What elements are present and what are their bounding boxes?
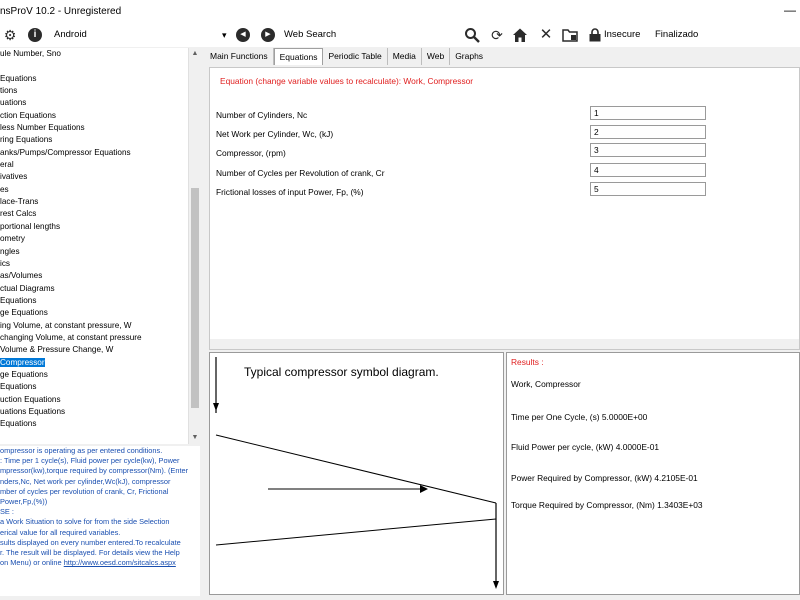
description-text: ompressor is operating as per entered conditions. [0,446,163,455]
description-line [0,446,200,456]
tree-item[interactable] [0,73,199,85]
description-line [0,497,200,507]
description-text: sults displayed on every number entered.To recalculate [0,537,181,547]
tree-item-label: ics [0,258,11,268]
description-text: on Menu) or online [0,558,64,568]
tree-item[interactable] [0,258,199,270]
tree-item[interactable] [0,184,199,196]
minimize-button[interactable]: — [784,3,796,17]
tab-periodic-table[interactable]: Periodic Table [323,48,387,65]
description-text: mpressor(kw),torque required by compressor(Nm). (Enter [0,466,189,476]
equation-description [0,446,200,596]
tree-list [0,48,199,431]
tree-item[interactable] [0,344,199,356]
description-text: Power,Fp,(%)) [0,497,48,507]
tree-item[interactable] [0,369,199,381]
tree-item[interactable] [0,110,199,122]
rpm-input[interactable]: 3 [590,143,706,157]
tree-item-label: Equations [0,295,37,305]
description-line [0,487,200,497]
tab-web[interactable]: Web [422,48,450,65]
description-line [0,548,200,558]
settings-gear-icon[interactable]: ⚙ [3,27,17,43]
results-panel [506,352,800,595]
tree-item-label: tions [0,86,18,96]
tree-item-label: ctual Diagrams [0,283,55,293]
tree-item[interactable] [0,196,199,208]
tree-item-label: Compressor [0,357,45,367]
tree-item-label: Equations [0,382,37,392]
tree-item[interactable] [0,320,199,332]
tree-item-label: ge Equations [0,369,48,379]
results-title: Results : [511,357,544,367]
tree-item[interactable] [0,357,199,369]
tree-item[interactable] [0,307,199,319]
tree-item-label: ometry [0,234,26,244]
description-text: mber of cycles per revolution of crank, Cr, Frictional [0,486,169,496]
inlet-arrowhead [213,403,219,411]
tree-item[interactable] [0,295,199,307]
equation-panel [209,67,800,350]
net-work-input[interactable]: 2 [590,125,706,139]
description-line [0,528,200,538]
tree-item[interactable] [0,171,199,183]
tab-media[interactable]: Media [388,48,422,65]
tree-item-label: changing Volume, at constant pressure [0,332,142,342]
description-line [0,466,200,476]
description-line [0,517,200,527]
status-label: Finalizado [655,29,699,40]
description-line [0,558,200,568]
tree-item-label: ring Equations [0,135,53,145]
tree-item-label: rest Calcs [0,209,37,219]
folder-sync-icon[interactable] [562,28,578,42]
tree-item[interactable] [0,60,199,72]
field-label: Net Work per Cylinder, Wc, (kJ) [216,129,334,139]
tree-item[interactable] [0,208,199,220]
tree-item-label: es [0,184,9,194]
tree-item-label: uations [0,98,27,108]
field-label: Number of Cylinders, Nc [216,110,308,120]
cycles-input[interactable]: 4 [590,163,706,177]
title-bar [0,0,800,23]
tree-item-label: lace-Trans [0,197,39,207]
cylinders-input[interactable]: 1 [590,106,706,120]
refresh-icon[interactable]: ⟳ [491,27,503,43]
tree-item[interactable] [0,97,199,109]
compressor-top-edge [216,435,496,503]
outlet-arrowhead [493,581,499,589]
result-power-required: Power Required by Compressor, (kW) 4.2105E-01 [511,473,698,483]
tab-main-functions[interactable]: Main Functions [205,48,274,65]
tree-item-label: Equations [0,419,37,429]
lock-icon [588,28,602,42]
tree-item[interactable] [0,85,199,97]
tab-graphs[interactable]: Graphs [450,48,488,65]
web-search-button[interactable]: Web Search [284,29,337,40]
compressor-bottom-edge [216,519,496,545]
field-label: Number of Cycles per Revolution of crank, Cr [216,168,385,178]
equation-header: Equation (change variable values to recalculate): Work, Compressor [220,76,474,86]
horizontal-scrollbar[interactable] [210,339,799,349]
description-text: erical value for all required variables. [0,527,121,537]
tree-item-label: less Number Equations [0,123,85,133]
tree-item[interactable] [0,233,199,245]
tree-item-label: anks/Pumps/Compressor Equations [0,147,131,157]
description-text: a Work Situation to solve for from the side Selection [0,517,170,527]
tree-item[interactable] [0,159,199,171]
tree-item-label: ction Equations [0,110,56,120]
scroll-up-arrow-icon[interactable]: ▲ [191,50,199,57]
description-line [0,507,200,517]
tree-item-label: Volume & Pressure Change, W [0,345,114,355]
insecure-label: Insecure [604,29,641,40]
equation-category-tree[interactable] [0,48,200,444]
tree-item-label: uction Equations [0,394,61,404]
tree-item-label: ge Equations [0,308,48,318]
tree-item-label: ivatives [0,172,28,182]
tree-item[interactable] [0,122,199,134]
window-title: nsProV 10.2 - Unregistered [0,6,122,17]
help-link[interactable]: http://www.oesd.com/sitcalcs.aspx [63,558,176,568]
home-icon[interactable] [512,27,528,43]
tree-item[interactable] [0,270,199,282]
tree-item[interactable] [0,283,199,295]
back-arrow-icon[interactable]: ◀ [236,28,250,42]
tree-item[interactable] [0,418,199,430]
forward-arrow-icon[interactable]: ▶ [261,28,275,42]
friction-input[interactable]: 5 [590,182,706,196]
result-fluid-power: Fluid Power per cycle, (kW) 4.0000E-01 [511,442,660,452]
result-torque-required: Torque Required by Compressor, (Nm) 1.3403E+03 [511,500,703,510]
tree-item-label: portional lengths [0,221,61,231]
tree-item[interactable] [0,381,199,393]
search-icon[interactable] [464,27,480,43]
toolbar [0,23,800,47]
tree-item[interactable] [0,406,199,418]
tree-scrollbar[interactable] [188,48,200,444]
field-label: Frictional losses of input Power, Fp, (%) [216,187,364,197]
description-line [0,456,200,466]
compressor-symbol-drawing [210,353,504,595]
scrollbar-thumb[interactable] [191,188,199,408]
tree-item[interactable] [0,221,199,233]
tree-item[interactable] [0,134,199,146]
tree-item-label: as/Volumes [0,271,43,281]
description-line [0,477,200,487]
description-text: SE : [0,507,14,517]
main-tabs [205,48,488,65]
tree-item[interactable] [0,147,199,159]
result-time-per-cycle: Time per One Cycle, (s) 5.0000E+00 [511,412,648,422]
compressor-diagram [209,352,504,595]
tree-item[interactable] [0,332,199,344]
tree-item-label: ngles [0,246,20,256]
tree-item[interactable] [0,48,199,60]
android-button[interactable]: Android [54,29,87,40]
tree-item[interactable] [0,246,199,258]
description-text: : Time per 1 cycle(s), Fluid power per cycle(kw), Power [0,456,180,466]
description-text: r. The result will be displayed. For details view the Help [0,548,180,558]
info-icon[interactable]: i [28,28,42,42]
tree-item-label: eral [0,160,14,170]
tree-item-label: Equations [0,73,37,83]
tree-item-label: uations Equations [0,406,66,416]
close-icon[interactable]: ✕ [539,26,553,43]
field-label: Compressor, (rpm) [216,148,286,158]
tree-item[interactable] [0,394,199,406]
results-equation-name: Work, Compressor [511,379,581,389]
diagram-title: Typical compressor symbol diagram. [244,365,439,379]
tab-equations[interactable]: Equations [274,48,324,65]
tree-item-label: ing Volume, at constant pressure, W [0,320,132,330]
tree-item-label: ule Number, Sno [0,49,61,58]
description-text: nders,Nc, Net work per cylinder,Wc(kJ), compressor [0,476,171,486]
dropdown-chevron-icon[interactable]: ▾ [222,30,227,40]
description-line [0,538,200,548]
scroll-down-arrow-icon[interactable]: ▼ [191,434,199,441]
